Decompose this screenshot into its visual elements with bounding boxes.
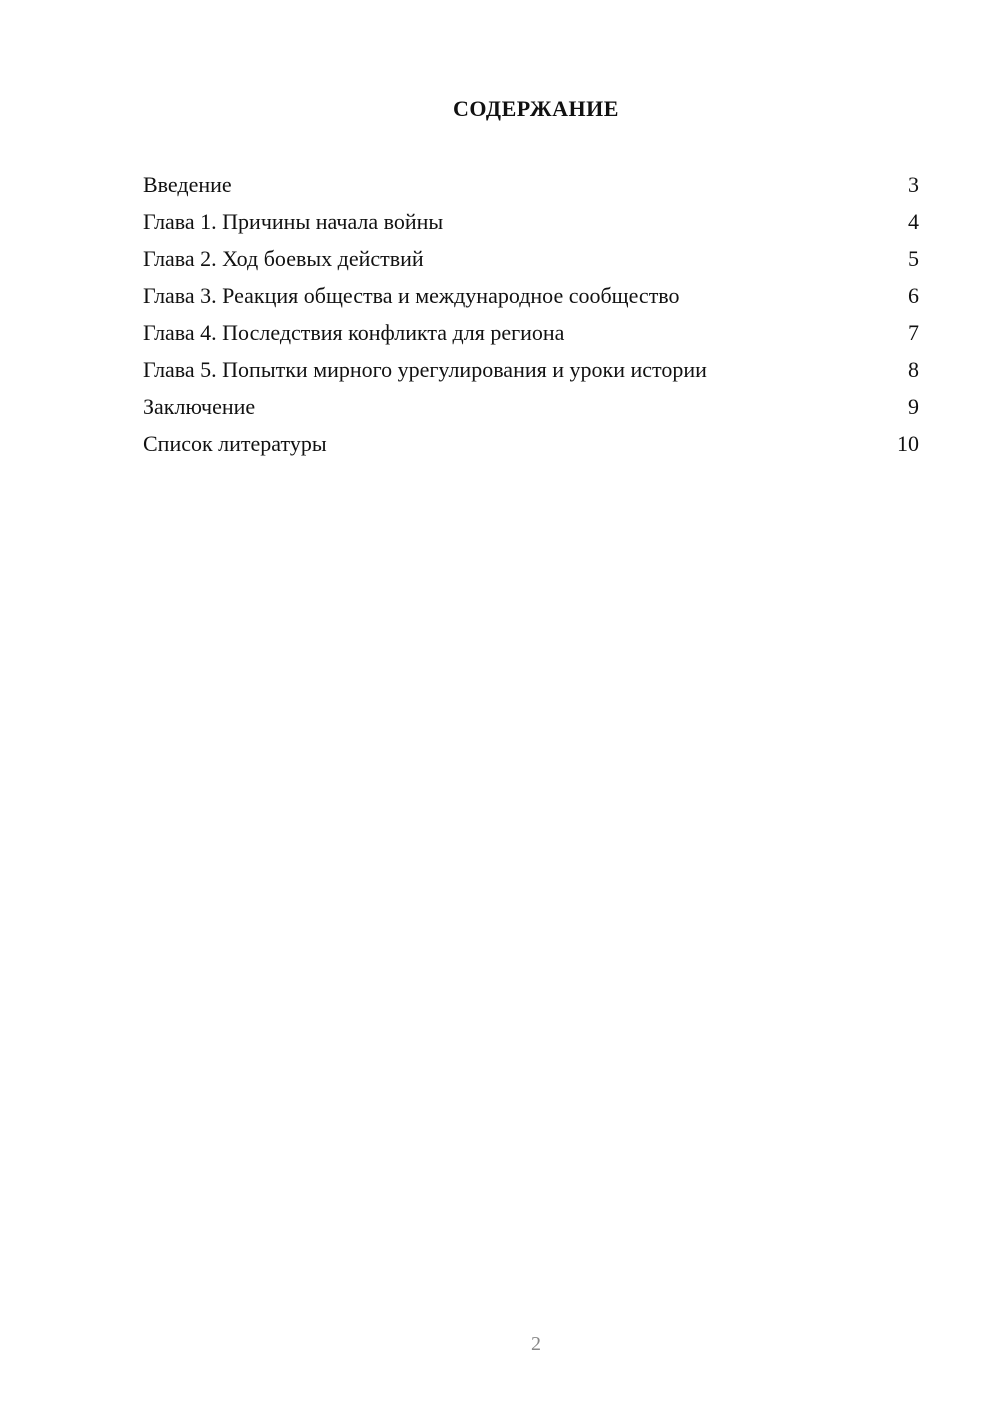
toc-entry — [143, 281, 919, 318]
toc-entry — [143, 244, 919, 281]
toc-entry-page: 3 — [908, 172, 919, 197]
table-of-contents — [143, 170, 919, 466]
toc-entry-label: Глава 1. Причины начала войны — [143, 209, 444, 234]
toc-entry — [143, 429, 919, 466]
page-number: 2 — [531, 1333, 541, 1355]
toc-entry — [143, 170, 919, 207]
toc-entry — [143, 355, 919, 392]
toc-entry-label: Глава 5. Попытки мирного урегулирования и уроки истории — [143, 357, 707, 382]
toc-entry — [143, 207, 919, 244]
toc-entry-page: 10 — [897, 431, 919, 456]
toc-entry — [143, 318, 919, 355]
toc-entry-page: 7 — [908, 320, 919, 345]
toc-entry-page: 8 — [908, 357, 919, 382]
toc-entry — [143, 392, 919, 429]
page-title: СОДЕРЖАНИЕ — [453, 96, 619, 121]
toc-entry-label: Заключение — [143, 394, 256, 419]
toc-entry-page: 9 — [908, 394, 919, 419]
toc-entry-label: Глава 2. Ход боевых действий — [143, 246, 424, 271]
toc-entry-label: Введение — [143, 172, 232, 197]
toc-entry-label: Глава 4. Последствия конфликта для региона — [143, 320, 565, 345]
toc-entry-page: 6 — [908, 283, 919, 308]
toc-entry-label: Список литературы — [143, 431, 327, 456]
toc-entry-page: 5 — [908, 246, 919, 271]
toc-entry-label: Глава 3. Реакция общества и международное сообщество — [143, 283, 680, 308]
toc-entry-page: 4 — [908, 209, 919, 234]
